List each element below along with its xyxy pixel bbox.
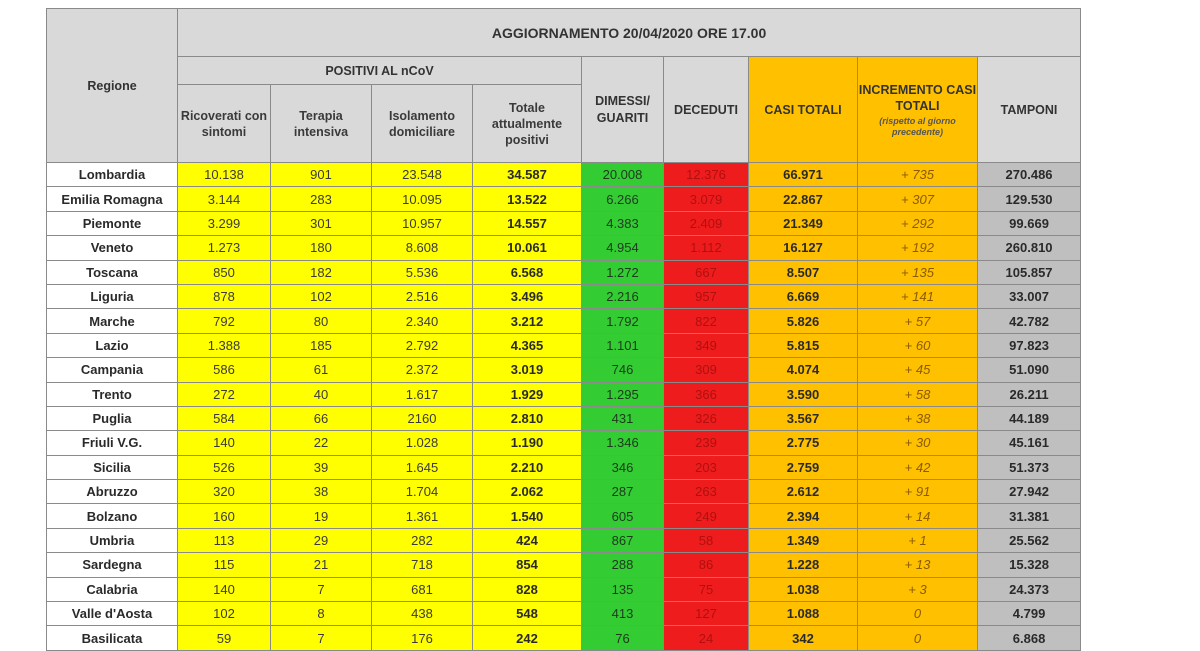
- cell-casi: 5.815: [749, 333, 858, 357]
- cell-ricoverati: 140: [178, 577, 271, 601]
- cell-incremento: + 91: [858, 480, 978, 504]
- cell-incremento: + 57: [858, 309, 978, 333]
- cell-deceduti: 326: [664, 406, 749, 430]
- cell-regione: Lazio: [47, 333, 178, 357]
- cell-casi: 3.590: [749, 382, 858, 406]
- cell-casi: 1.349: [749, 528, 858, 552]
- table-row: [47, 406, 1081, 430]
- covid-table-frame: [46, 8, 1080, 646]
- table-row: [47, 309, 1081, 333]
- cell-isolamento: 438: [372, 602, 473, 626]
- cell-isolamento: 2.372: [372, 358, 473, 382]
- cell-casi: 1.038: [749, 577, 858, 601]
- cell-incremento: + 60: [858, 333, 978, 357]
- cell-totale: 3.496: [473, 284, 582, 308]
- covid-regional-table: [46, 8, 1081, 651]
- cell-isolamento: 23.548: [372, 163, 473, 187]
- cell-regione: Veneto: [47, 236, 178, 260]
- cell-tamponi: 129.530: [978, 187, 1081, 211]
- cell-totale: 1.929: [473, 382, 582, 406]
- cell-ricoverati: 1.273: [178, 236, 271, 260]
- cell-isolamento: 1.361: [372, 504, 473, 528]
- cell-ricoverati: 792: [178, 309, 271, 333]
- cell-casi: 1.088: [749, 602, 858, 626]
- table-row: [47, 431, 1081, 455]
- cell-terapia: 40: [271, 382, 372, 406]
- incremento-note: (rispetto al giorno precedente): [879, 115, 956, 137]
- cell-terapia: 7: [271, 626, 372, 650]
- table-row: [47, 163, 1081, 187]
- cell-isolamento: 681: [372, 577, 473, 601]
- cell-tamponi: 45.161: [978, 431, 1081, 455]
- cell-tamponi: 260.810: [978, 236, 1081, 260]
- cell-incremento: + 735: [858, 163, 978, 187]
- cell-isolamento: 2.792: [372, 333, 473, 357]
- cell-isolamento: 10.957: [372, 211, 473, 235]
- cell-regione: Trento: [47, 382, 178, 406]
- cell-incremento: + 192: [858, 236, 978, 260]
- cell-tamponi: 31.381: [978, 504, 1081, 528]
- cell-terapia: 22: [271, 431, 372, 455]
- cell-ricoverati: 850: [178, 260, 271, 284]
- col-header-isolamento: Isolamento domiciliare: [372, 85, 473, 163]
- table-row: [47, 602, 1081, 626]
- cell-deceduti: 24: [664, 626, 749, 650]
- table-row: [47, 504, 1081, 528]
- cell-deceduti: 263: [664, 480, 749, 504]
- cell-regione: Puglia: [47, 406, 178, 430]
- cell-isolamento: 1.028: [372, 431, 473, 455]
- cell-deceduti: 2.409: [664, 211, 749, 235]
- cell-totale: 3.019: [473, 358, 582, 382]
- cell-totale: 424: [473, 528, 582, 552]
- cell-totale: 1.190: [473, 431, 582, 455]
- cell-totale: 854: [473, 553, 582, 577]
- cell-isolamento: 176: [372, 626, 473, 650]
- cell-regione: Calabria: [47, 577, 178, 601]
- cell-terapia: 8: [271, 602, 372, 626]
- cell-casi: 16.127: [749, 236, 858, 260]
- col-group-positivi: POSITIVI AL nCoV: [178, 57, 582, 85]
- cell-incremento: + 141: [858, 284, 978, 308]
- cell-totale: 14.557: [473, 211, 582, 235]
- table-row: [47, 187, 1081, 211]
- cell-dimessi: 413: [582, 602, 664, 626]
- cell-dimessi: 746: [582, 358, 664, 382]
- cell-incremento: + 307: [858, 187, 978, 211]
- cell-regione: Lombardia: [47, 163, 178, 187]
- cell-deceduti: 58: [664, 528, 749, 552]
- cell-tamponi: 26.211: [978, 382, 1081, 406]
- cell-incremento: + 38: [858, 406, 978, 430]
- cell-incremento: + 30: [858, 431, 978, 455]
- col-header-totale: Totale attualmente positivi: [473, 85, 582, 163]
- cell-deceduti: 75: [664, 577, 749, 601]
- cell-casi: 3.567: [749, 406, 858, 430]
- cell-dimessi: 135: [582, 577, 664, 601]
- cell-incremento: + 13: [858, 553, 978, 577]
- cell-regione: Toscana: [47, 260, 178, 284]
- cell-deceduti: 3.079: [664, 187, 749, 211]
- cell-deceduti: 366: [664, 382, 749, 406]
- cell-tamponi: 51.090: [978, 358, 1081, 382]
- cell-terapia: 38: [271, 480, 372, 504]
- cell-tamponi: 27.942: [978, 480, 1081, 504]
- cell-dimessi: 6.266: [582, 187, 664, 211]
- cell-terapia: 39: [271, 455, 372, 479]
- cell-regione: Sardegna: [47, 553, 178, 577]
- cell-incremento: 0: [858, 602, 978, 626]
- cell-isolamento: 8.608: [372, 236, 473, 260]
- cell-dimessi: 1.101: [582, 333, 664, 357]
- cell-casi: 6.669: [749, 284, 858, 308]
- cell-totale: 2.810: [473, 406, 582, 430]
- cell-incremento: 0: [858, 626, 978, 650]
- cell-isolamento: 2.516: [372, 284, 473, 308]
- cell-isolamento: 1.704: [372, 480, 473, 504]
- cell-dimessi: 1.346: [582, 431, 664, 455]
- col-header-regione: Regione: [47, 9, 178, 163]
- cell-casi: 8.507: [749, 260, 858, 284]
- cell-regione: Umbria: [47, 528, 178, 552]
- cell-totale: 34.587: [473, 163, 582, 187]
- cell-regione: Abruzzo: [47, 480, 178, 504]
- cell-isolamento: 2.340: [372, 309, 473, 333]
- cell-regione: Emilia Romagna: [47, 187, 178, 211]
- table-row: [47, 211, 1081, 235]
- cell-terapia: 19: [271, 504, 372, 528]
- table-row: [47, 260, 1081, 284]
- table-row: [47, 528, 1081, 552]
- cell-deceduti: 349: [664, 333, 749, 357]
- cell-deceduti: 203: [664, 455, 749, 479]
- cell-casi: 2.394: [749, 504, 858, 528]
- cell-ricoverati: 102: [178, 602, 271, 626]
- cell-terapia: 301: [271, 211, 372, 235]
- cell-ricoverati: 584: [178, 406, 271, 430]
- cell-incremento: + 14: [858, 504, 978, 528]
- cell-dimessi: 1.295: [582, 382, 664, 406]
- cell-ricoverati: 878: [178, 284, 271, 308]
- table-row: [47, 626, 1081, 650]
- cell-deceduti: 127: [664, 602, 749, 626]
- col-header-deceduti: DECEDUTI: [664, 57, 749, 163]
- cell-regione: Friuli V.G.: [47, 431, 178, 455]
- table-row: [47, 236, 1081, 260]
- cell-regione: Bolzano: [47, 504, 178, 528]
- cell-tamponi: 105.857: [978, 260, 1081, 284]
- cell-dimessi: 287: [582, 480, 664, 504]
- cell-isolamento: 2160: [372, 406, 473, 430]
- cell-incremento: + 42: [858, 455, 978, 479]
- cell-totale: 4.365: [473, 333, 582, 357]
- cell-ricoverati: 3.299: [178, 211, 271, 235]
- cell-incremento: + 58: [858, 382, 978, 406]
- cell-dimessi: 605: [582, 504, 664, 528]
- cell-ricoverati: 113: [178, 528, 271, 552]
- cell-incremento: + 1: [858, 528, 978, 552]
- cell-regione: Piemonte: [47, 211, 178, 235]
- cell-dimessi: 288: [582, 553, 664, 577]
- cell-terapia: 29: [271, 528, 372, 552]
- cell-terapia: 61: [271, 358, 372, 382]
- col-header-ricoverati: Ricoverati con sintomi: [178, 85, 271, 163]
- update-title: AGGIORNAMENTO 20/04/2020 ORE 17.00: [178, 9, 1081, 57]
- cell-isolamento: 5.536: [372, 260, 473, 284]
- cell-casi: 2.759: [749, 455, 858, 479]
- cell-ricoverati: 1.388: [178, 333, 271, 357]
- table-row: [47, 284, 1081, 308]
- cell-casi: 22.867: [749, 187, 858, 211]
- cell-dimessi: 867: [582, 528, 664, 552]
- cell-dimessi: 76: [582, 626, 664, 650]
- cell-regione: Liguria: [47, 284, 178, 308]
- cell-ricoverati: 3.144: [178, 187, 271, 211]
- cell-terapia: 182: [271, 260, 372, 284]
- cell-totale: 13.522: [473, 187, 582, 211]
- col-header-dimessi: DIMESSI/ GUARITI: [582, 57, 664, 163]
- cell-casi: 2.612: [749, 480, 858, 504]
- cell-tamponi: 42.782: [978, 309, 1081, 333]
- cell-totale: 6.568: [473, 260, 582, 284]
- cell-tamponi: 44.189: [978, 406, 1081, 430]
- cell-terapia: 66: [271, 406, 372, 430]
- cell-regione: Basilicata: [47, 626, 178, 650]
- cell-tamponi: 33.007: [978, 284, 1081, 308]
- cell-deceduti: 822: [664, 309, 749, 333]
- cell-totale: 2.062: [473, 480, 582, 504]
- table-row: [47, 553, 1081, 577]
- cell-casi: 2.775: [749, 431, 858, 455]
- table-row: [47, 480, 1081, 504]
- cell-terapia: 185: [271, 333, 372, 357]
- cell-dimessi: 1.792: [582, 309, 664, 333]
- cell-deceduti: 1.112: [664, 236, 749, 260]
- cell-incremento: + 292: [858, 211, 978, 235]
- cell-terapia: 7: [271, 577, 372, 601]
- cell-tamponi: 24.373: [978, 577, 1081, 601]
- col-header-tamponi: TAMPONI: [978, 57, 1081, 163]
- col-header-casi-totali: CASI TOTALI: [749, 57, 858, 163]
- cell-totale: 3.212: [473, 309, 582, 333]
- cell-casi: 5.826: [749, 309, 858, 333]
- cell-incremento: + 3: [858, 577, 978, 601]
- cell-isolamento: 718: [372, 553, 473, 577]
- cell-ricoverati: 115: [178, 553, 271, 577]
- cell-dimessi: 1.272: [582, 260, 664, 284]
- table-row: [47, 577, 1081, 601]
- cell-ricoverati: 59: [178, 626, 271, 650]
- cell-isolamento: 1.617: [372, 382, 473, 406]
- cell-terapia: 21: [271, 553, 372, 577]
- cell-deceduti: 667: [664, 260, 749, 284]
- incremento-label: INCREMENTO CASI TOTALI: [858, 82, 977, 113]
- table-row: [47, 358, 1081, 382]
- cell-isolamento: 1.645: [372, 455, 473, 479]
- col-header-incremento: [858, 57, 978, 163]
- cell-deceduti: 86: [664, 553, 749, 577]
- cell-tamponi: 6.868: [978, 626, 1081, 650]
- table-row: [47, 333, 1081, 357]
- cell-ricoverati: 160: [178, 504, 271, 528]
- cell-terapia: 102: [271, 284, 372, 308]
- cell-dimessi: 4.383: [582, 211, 664, 235]
- cell-totale: 1.540: [473, 504, 582, 528]
- cell-totale: 242: [473, 626, 582, 650]
- cell-totale: 10.061: [473, 236, 582, 260]
- cell-deceduti: 249: [664, 504, 749, 528]
- cell-regione: Sicilia: [47, 455, 178, 479]
- table-row: [47, 455, 1081, 479]
- table-body: [47, 163, 1081, 651]
- cell-dimessi: 20.008: [582, 163, 664, 187]
- cell-incremento: + 45: [858, 358, 978, 382]
- cell-casi: 66.971: [749, 163, 858, 187]
- cell-terapia: 283: [271, 187, 372, 211]
- cell-tamponi: 51.373: [978, 455, 1081, 479]
- cell-deceduti: 239: [664, 431, 749, 455]
- cell-regione: Marche: [47, 309, 178, 333]
- cell-totale: 828: [473, 577, 582, 601]
- cell-ricoverati: 586: [178, 358, 271, 382]
- col-header-terapia: Terapia intensiva: [271, 85, 372, 163]
- cell-casi: 4.074: [749, 358, 858, 382]
- cell-ricoverati: 526: [178, 455, 271, 479]
- cell-casi: 342: [749, 626, 858, 650]
- cell-dimessi: 431: [582, 406, 664, 430]
- cell-totale: 2.210: [473, 455, 582, 479]
- cell-terapia: 80: [271, 309, 372, 333]
- cell-dimessi: 4.954: [582, 236, 664, 260]
- cell-tamponi: 99.669: [978, 211, 1081, 235]
- cell-casi: 1.228: [749, 553, 858, 577]
- cell-terapia: 180: [271, 236, 372, 260]
- cell-dimessi: 346: [582, 455, 664, 479]
- cell-totale: 548: [473, 602, 582, 626]
- cell-tamponi: 25.562: [978, 528, 1081, 552]
- cell-terapia: 901: [271, 163, 372, 187]
- cell-deceduti: 309: [664, 358, 749, 382]
- cell-isolamento: 282: [372, 528, 473, 552]
- cell-deceduti: 12.376: [664, 163, 749, 187]
- cell-tamponi: 270.486: [978, 163, 1081, 187]
- cell-tamponi: 15.328: [978, 553, 1081, 577]
- cell-ricoverati: 10.138: [178, 163, 271, 187]
- cell-incremento: + 135: [858, 260, 978, 284]
- cell-deceduti: 957: [664, 284, 749, 308]
- cell-regione: Valle d'Aosta: [47, 602, 178, 626]
- cell-regione: Campania: [47, 358, 178, 382]
- cell-casi: 21.349: [749, 211, 858, 235]
- cell-tamponi: 97.823: [978, 333, 1081, 357]
- cell-tamponi: 4.799: [978, 602, 1081, 626]
- cell-ricoverati: 272: [178, 382, 271, 406]
- cell-ricoverati: 320: [178, 480, 271, 504]
- table-row: [47, 382, 1081, 406]
- cell-dimessi: 2.216: [582, 284, 664, 308]
- cell-ricoverati: 140: [178, 431, 271, 455]
- cell-isolamento: 10.095: [372, 187, 473, 211]
